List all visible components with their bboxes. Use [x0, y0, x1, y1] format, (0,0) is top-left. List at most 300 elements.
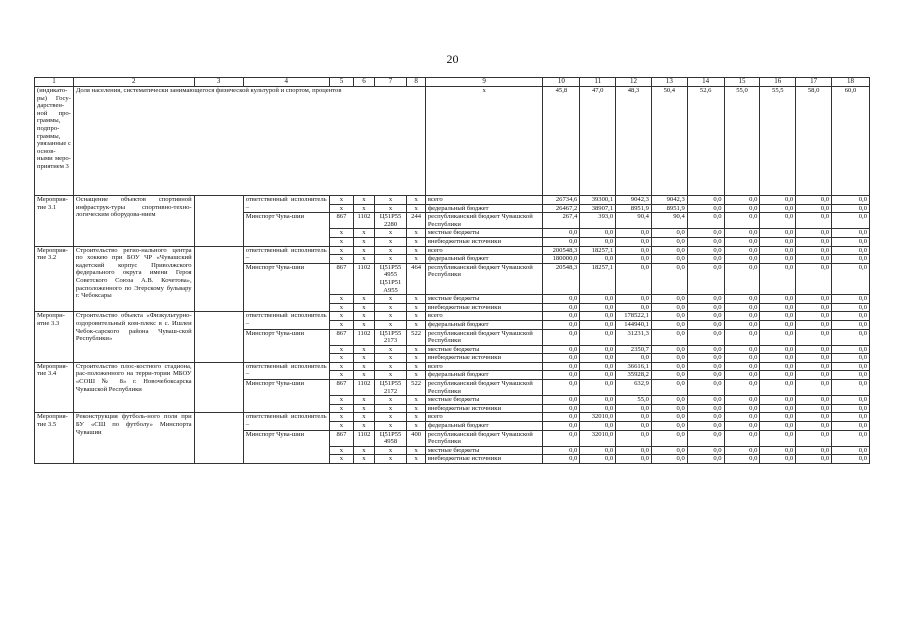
- funding-source: местные бюджеты: [425, 396, 543, 405]
- funding-value: 0,0: [832, 295, 870, 304]
- target-code: x: [374, 455, 407, 464]
- target-code: x: [374, 204, 407, 213]
- grbs-code: x: [329, 255, 354, 264]
- grbs-code: x: [329, 413, 354, 422]
- grbs-code: 867: [329, 329, 354, 345]
- funding-value: 0,0: [651, 312, 687, 321]
- funding-source: федеральный бюджет: [425, 204, 543, 213]
- expense-type-code: 522: [407, 329, 425, 345]
- grbs-code: x: [329, 404, 354, 413]
- funding-value: 0,0: [651, 371, 687, 380]
- section-code: x: [354, 422, 374, 431]
- column-number: 12: [616, 78, 652, 87]
- funding-value: 0,0: [616, 246, 652, 255]
- funding-value: 0,0: [687, 446, 724, 455]
- funding-value: 0,0: [651, 295, 687, 304]
- funding-value: 0,0: [760, 255, 796, 264]
- funding-value: 0,0: [651, 255, 687, 264]
- funding-value: 0,0: [796, 246, 832, 255]
- section-code: x: [354, 371, 374, 380]
- funding-value: 0,0: [580, 422, 616, 431]
- funding-value: 0,0: [687, 354, 724, 363]
- grbs-code: x: [329, 371, 354, 380]
- column-number: 6: [354, 78, 374, 87]
- funding-value: 0,0: [543, 295, 580, 304]
- funding-value: 0,0: [760, 396, 796, 405]
- funding-value: 0,0: [687, 303, 724, 312]
- funding-value: 0,0: [724, 204, 760, 213]
- funding-value: 0,0: [760, 345, 796, 354]
- funding-value: 0,0: [651, 362, 687, 371]
- funding-source: всего: [425, 362, 543, 371]
- funding-value: 0,0: [724, 371, 760, 380]
- funding-value: 0,0: [616, 263, 652, 294]
- target-code: x: [374, 255, 407, 264]
- table-row: [35, 196, 870, 205]
- expense-type-code: x: [407, 303, 425, 312]
- expense-type-code: x: [407, 255, 425, 264]
- section-code: x: [354, 362, 374, 371]
- funding-value: 0,0: [832, 422, 870, 431]
- responsible-role: ответственный исполнитель –: [243, 362, 329, 379]
- event-description: Строительство регио-нального центра по хоккею при БОУ ЧР «Чувашский кадетский корпус Приволжского федерального округа имени Героя Советского Союза А.В. Кочетова», расположенного по Эгерскому бульвару г. Чебоксары: [73, 246, 194, 312]
- funding-value: 0,0: [651, 404, 687, 413]
- funding-value: 0,0: [687, 430, 724, 446]
- column-number-row: [35, 78, 870, 87]
- funding-table: [34, 77, 870, 464]
- funding-value: 0,0: [724, 295, 760, 304]
- grbs-code: x: [329, 362, 354, 371]
- funding-value: 0,0: [724, 303, 760, 312]
- funding-value: 0,0: [651, 455, 687, 464]
- expense-type-code: x: [407, 237, 425, 246]
- event-empty-cell: [194, 246, 243, 312]
- funding-value: 0,0: [796, 396, 832, 405]
- funding-value: 0,0: [651, 345, 687, 354]
- column-number: 7: [374, 78, 407, 87]
- section-code: x: [354, 396, 374, 405]
- section-code: x: [354, 196, 374, 205]
- funding-value: 0,0: [832, 362, 870, 371]
- indicator-row: [35, 87, 870, 196]
- grbs-code: 867: [329, 430, 354, 446]
- expense-type-code: x: [407, 229, 425, 238]
- funding-value: 0,0: [580, 396, 616, 405]
- expense-type-code: x: [407, 312, 425, 321]
- funding-value: 0,0: [580, 303, 616, 312]
- funding-value: 0,0: [724, 413, 760, 422]
- target-code: Ц51Р55 4955 Ц51Р51 А955: [374, 263, 407, 294]
- funding-value: 0,0: [832, 371, 870, 380]
- funding-value: 0,0: [760, 413, 796, 422]
- funding-value: 0,0: [760, 362, 796, 371]
- funding-source: внебюджетные источники: [425, 303, 543, 312]
- funding-value: 0,0: [580, 371, 616, 380]
- funding-value: 0,0: [543, 303, 580, 312]
- funding-value: 0,0: [760, 237, 796, 246]
- funding-value: 0,0: [543, 229, 580, 238]
- target-code: x: [374, 404, 407, 413]
- grbs-code: x: [329, 303, 354, 312]
- column-number: 3: [194, 78, 243, 87]
- funding-value: 0,0: [687, 320, 724, 329]
- responsible-role: ответственный исполнитель –: [243, 312, 329, 329]
- funding-value: 0,0: [687, 371, 724, 380]
- section-code: 1102: [354, 263, 374, 294]
- funding-value: 0,0: [760, 380, 796, 396]
- funding-value: 0,0: [796, 303, 832, 312]
- funding-value: 0,0: [724, 362, 760, 371]
- grbs-code: 867: [329, 213, 354, 229]
- funding-value: 0,0: [687, 196, 724, 205]
- funding-value: 0,0: [580, 312, 616, 321]
- target-code: Ц51Р55 4958: [374, 430, 407, 446]
- funding-value: 0,0: [687, 255, 724, 264]
- funding-value: 0,0: [580, 229, 616, 238]
- grbs-code: x: [329, 345, 354, 354]
- funding-value: 0,0: [760, 312, 796, 321]
- funding-value: 0,0: [796, 312, 832, 321]
- funding-value: 0,0: [796, 404, 832, 413]
- target-code: Ц51Р55 2280: [374, 213, 407, 229]
- funding-value: 90,4: [616, 213, 652, 229]
- indicator-value: 55,5: [760, 87, 796, 196]
- event-empty-cell: [194, 196, 243, 247]
- grbs-code: x: [329, 396, 354, 405]
- funding-value: 0,0: [687, 229, 724, 238]
- funding-value: 393,0: [580, 213, 616, 229]
- column-number: 11: [580, 78, 616, 87]
- funding-source: всего: [425, 246, 543, 255]
- target-code: x: [374, 246, 407, 255]
- funding-source: внебюджетные источники: [425, 455, 543, 464]
- funding-value: 0,0: [796, 213, 832, 229]
- funding-value: 0,0: [832, 396, 870, 405]
- funding-value: 0,0: [724, 329, 760, 345]
- funding-source: внебюджетные источники: [425, 404, 543, 413]
- funding-value: 32010,0: [580, 413, 616, 422]
- funding-value: 0,0: [616, 422, 652, 431]
- funding-value: 0,0: [832, 246, 870, 255]
- expense-type-code: x: [407, 455, 425, 464]
- funding-value: 0,0: [687, 455, 724, 464]
- expense-type-code: x: [407, 320, 425, 329]
- indicator-value: 60,0: [832, 87, 870, 196]
- funding-value: 0,0: [543, 380, 580, 396]
- funding-value: 0,0: [580, 354, 616, 363]
- funding-value: 0,0: [724, 196, 760, 205]
- funding-value: 0,0: [580, 320, 616, 329]
- event-empty-cell: [194, 362, 243, 413]
- funding-value: 0,0: [832, 354, 870, 363]
- funding-value: 0,0: [543, 312, 580, 321]
- funding-source: местные бюджеты: [425, 229, 543, 238]
- responsible-role: ответственный исполнитель –: [243, 246, 329, 263]
- expense-type-code: x: [407, 404, 425, 413]
- column-number: 1: [35, 78, 74, 87]
- funding-value: 0,0: [724, 229, 760, 238]
- funding-value: 0,0: [580, 295, 616, 304]
- funding-value: 0,0: [616, 354, 652, 363]
- funding-value: 2350,7: [616, 345, 652, 354]
- expense-type-code: x: [407, 371, 425, 380]
- grbs-code: x: [329, 446, 354, 455]
- event-name: Мероприя-тие 3.4: [35, 362, 74, 413]
- expense-type-code: x: [407, 422, 425, 431]
- funding-value: 0,0: [760, 320, 796, 329]
- section-code: 1102: [354, 380, 374, 396]
- event-empty-cell: [194, 312, 243, 363]
- funding-value: 0,0: [760, 303, 796, 312]
- funding-value: 0,0: [724, 312, 760, 321]
- column-number: 5: [329, 78, 354, 87]
- funding-value: 0,0: [616, 446, 652, 455]
- grbs-code: x: [329, 422, 354, 431]
- section-code: x: [354, 446, 374, 455]
- funding-value: 0,0: [543, 320, 580, 329]
- funding-value: 0,0: [796, 255, 832, 264]
- event-description: Строительство объекта «Физкультурно-оздоровительный ком-плекс в с. Ишлеи Чебок-сарского района Чуваш-ской Республики»: [73, 312, 194, 363]
- funding-value: 0,0: [760, 329, 796, 345]
- funding-value: 0,0: [760, 295, 796, 304]
- funding-value: 178522,1: [616, 312, 652, 321]
- funding-value: 0,0: [724, 404, 760, 413]
- funding-value: 0,0: [651, 329, 687, 345]
- section-code: x: [354, 320, 374, 329]
- funding-source: республиканский бюджет Чувашской Республики: [425, 263, 543, 294]
- funding-value: 0,0: [687, 380, 724, 396]
- target-code: x: [374, 413, 407, 422]
- section-code: x: [354, 303, 374, 312]
- target-code: x: [374, 196, 407, 205]
- funding-value: 0,0: [724, 255, 760, 264]
- funding-value: 0,0: [687, 263, 724, 294]
- table-row: [35, 362, 870, 371]
- expense-type-code: x: [407, 295, 425, 304]
- column-number: 13: [651, 78, 687, 87]
- grbs-code: x: [329, 237, 354, 246]
- funding-value: 0,0: [687, 362, 724, 371]
- funding-value: 0,0: [832, 263, 870, 294]
- funding-value: 0,0: [796, 320, 832, 329]
- funding-value: 39300,1: [580, 196, 616, 205]
- event-description: Реконструкция футболь-ного поля при БУ «СШ по футболу» Минспорта Чувашии: [73, 413, 194, 464]
- funding-value: 0,0: [616, 430, 652, 446]
- funding-source: всего: [425, 413, 543, 422]
- funding-value: 0,0: [580, 446, 616, 455]
- grbs-code: 867: [329, 380, 354, 396]
- funding-value: 0,0: [724, 320, 760, 329]
- section-code: x: [354, 413, 374, 422]
- funding-value: 0,0: [580, 255, 616, 264]
- funding-value: 9042,3: [651, 196, 687, 205]
- section-code: x: [354, 404, 374, 413]
- funding-value: 0,0: [687, 295, 724, 304]
- funding-value: 0,0: [760, 229, 796, 238]
- target-code: x: [374, 345, 407, 354]
- responsible-body: Минспорт Чува-шии: [243, 263, 329, 312]
- section-code: x: [354, 345, 374, 354]
- funding-value: 26734,6: [543, 196, 580, 205]
- funding-value: 0,0: [760, 430, 796, 446]
- indicator-text: Доля населения, систематически занимающегося физической культурой и спортом, процентов: [73, 87, 425, 196]
- table-row: [35, 312, 870, 321]
- expense-type-code: 400: [407, 430, 425, 446]
- section-code: x: [354, 354, 374, 363]
- funding-value: 0,0: [832, 345, 870, 354]
- funding-value: 0,0: [724, 380, 760, 396]
- funding-value: 0,0: [760, 204, 796, 213]
- funding-value: 0,0: [543, 396, 580, 405]
- expense-type-code: x: [407, 396, 425, 405]
- funding-value: 26467,2: [543, 204, 580, 213]
- event-name: Мероприя-тие 3.2: [35, 246, 74, 312]
- funding-value: 90,4: [651, 213, 687, 229]
- funding-value: 0,0: [796, 380, 832, 396]
- grbs-code: x: [329, 229, 354, 238]
- funding-value: 35928,2: [616, 371, 652, 380]
- funding-value: 0,0: [796, 413, 832, 422]
- funding-value: 31231,3: [616, 329, 652, 345]
- expense-type-code: x: [407, 362, 425, 371]
- funding-value: 18257,1: [580, 263, 616, 294]
- grbs-code: x: [329, 204, 354, 213]
- target-code: x: [374, 312, 407, 321]
- section-code: x: [354, 295, 374, 304]
- funding-value: 0,0: [832, 196, 870, 205]
- funding-value: 632,9: [616, 380, 652, 396]
- funding-value: 0,0: [760, 246, 796, 255]
- funding-value: 0,0: [832, 237, 870, 246]
- funding-value: 0,0: [832, 312, 870, 321]
- grbs-code: x: [329, 246, 354, 255]
- funding-source: всего: [425, 312, 543, 321]
- page-number: 20: [446, 52, 459, 66]
- indicator-value: 45,8: [543, 87, 580, 196]
- funding-value: 0,0: [543, 354, 580, 363]
- funding-value: 0,0: [687, 396, 724, 405]
- funding-value: 0,0: [616, 303, 652, 312]
- funding-value: 0,0: [832, 380, 870, 396]
- event-name: Меропри-ятие 3.3: [35, 312, 74, 363]
- funding-source: республиканский бюджет Чувашской Республики: [425, 213, 543, 229]
- expense-type-code: x: [407, 354, 425, 363]
- funding-value: 0,0: [832, 404, 870, 413]
- funding-value: 0,0: [760, 354, 796, 363]
- funding-value: 0,0: [724, 237, 760, 246]
- column-number: 8: [407, 78, 425, 87]
- funding-value: 8951,9: [616, 204, 652, 213]
- funding-value: 0,0: [760, 196, 796, 205]
- funding-value: 0,0: [651, 263, 687, 294]
- grbs-code: x: [329, 312, 354, 321]
- funding-value: 38907,1: [580, 204, 616, 213]
- funding-value: 0,0: [651, 237, 687, 246]
- funding-value: 0,0: [687, 413, 724, 422]
- funding-value: 0,0: [832, 229, 870, 238]
- responsible-body: Минспорт Чува-шии: [243, 213, 329, 246]
- funding-value: 0,0: [832, 413, 870, 422]
- funding-value: 0,0: [832, 455, 870, 464]
- funding-value: 267,4: [543, 213, 580, 229]
- funding-value: 0,0: [687, 404, 724, 413]
- funding-value: 0,0: [543, 446, 580, 455]
- funding-source: федеральный бюджет: [425, 422, 543, 431]
- indicator-label: (индикато-ры) Госу-дарствен-ной про-граммы, подпро-граммы, увязанные с основ-ными меро-приятием 3: [35, 87, 74, 196]
- column-number: 17: [796, 78, 832, 87]
- funding-value: 0,0: [724, 446, 760, 455]
- expense-type-code: x: [407, 246, 425, 255]
- funding-value: 0,0: [543, 237, 580, 246]
- target-code: Ц51Р55 2172: [374, 380, 407, 396]
- funding-source: всего: [425, 196, 543, 205]
- funding-value: 0,0: [724, 455, 760, 464]
- event-description: Строительство плос-костного стадиона, рас-положенного на терри-тории МБОУ «СОШ № 8» г. Новочебоксарска Чувашской Республики: [73, 362, 194, 413]
- funding-value: 0,0: [616, 413, 652, 422]
- funding-value: 0,0: [616, 295, 652, 304]
- funding-source: внебюджетные источники: [425, 237, 543, 246]
- funding-value: 0,0: [796, 329, 832, 345]
- grbs-code: x: [329, 196, 354, 205]
- funding-value: 0,0: [651, 380, 687, 396]
- funding-value: 0,0: [580, 329, 616, 345]
- funding-value: 20548,3: [543, 263, 580, 294]
- funding-value: 0,0: [543, 371, 580, 380]
- funding-value: 8951,9: [651, 204, 687, 213]
- grbs-code: x: [329, 295, 354, 304]
- funding-value: 0,0: [796, 345, 832, 354]
- funding-value: 0,0: [724, 422, 760, 431]
- indicator-value: 50,4: [651, 87, 687, 196]
- funding-value: 0,0: [543, 422, 580, 431]
- indicator-value: 48,3: [616, 87, 652, 196]
- funding-value: 0,0: [687, 329, 724, 345]
- funding-source: местные бюджеты: [425, 295, 543, 304]
- funding-value: 0,0: [796, 204, 832, 213]
- funding-value: 0,0: [616, 404, 652, 413]
- funding-value: 0,0: [580, 380, 616, 396]
- target-code: x: [374, 320, 407, 329]
- responsible-body: Минспорт Чува-шии: [243, 430, 329, 463]
- funding-value: 0,0: [687, 312, 724, 321]
- funding-source: республиканский бюджет Чувашской Республики: [425, 430, 543, 446]
- funding-value: 0,0: [724, 430, 760, 446]
- funding-value: 0,0: [832, 255, 870, 264]
- event-name: Мероприя-тие 3.1: [35, 196, 74, 247]
- target-code: x: [374, 229, 407, 238]
- grbs-code: x: [329, 320, 354, 329]
- target-code: x: [374, 446, 407, 455]
- column-number: 10: [543, 78, 580, 87]
- funding-value: 0,0: [796, 295, 832, 304]
- funding-value: 180000,0: [543, 255, 580, 264]
- section-code: x: [354, 246, 374, 255]
- funding-value: 18257,1: [580, 246, 616, 255]
- section-code: 1102: [354, 213, 374, 229]
- funding-value: 0,0: [687, 345, 724, 354]
- expense-type-code: 244: [407, 213, 425, 229]
- responsible-role: ответственный исполнитель –: [243, 413, 329, 430]
- indicator-value: 55,0: [724, 87, 760, 196]
- grbs-code: x: [329, 354, 354, 363]
- funding-value: 0,0: [651, 246, 687, 255]
- section-code: x: [354, 229, 374, 238]
- target-code: Ц51Р55 2173: [374, 329, 407, 345]
- grbs-code: 867: [329, 263, 354, 294]
- funding-value: 0,0: [796, 196, 832, 205]
- responsible-role: ответственный исполнитель –: [243, 196, 329, 213]
- expense-type-code: 522: [407, 380, 425, 396]
